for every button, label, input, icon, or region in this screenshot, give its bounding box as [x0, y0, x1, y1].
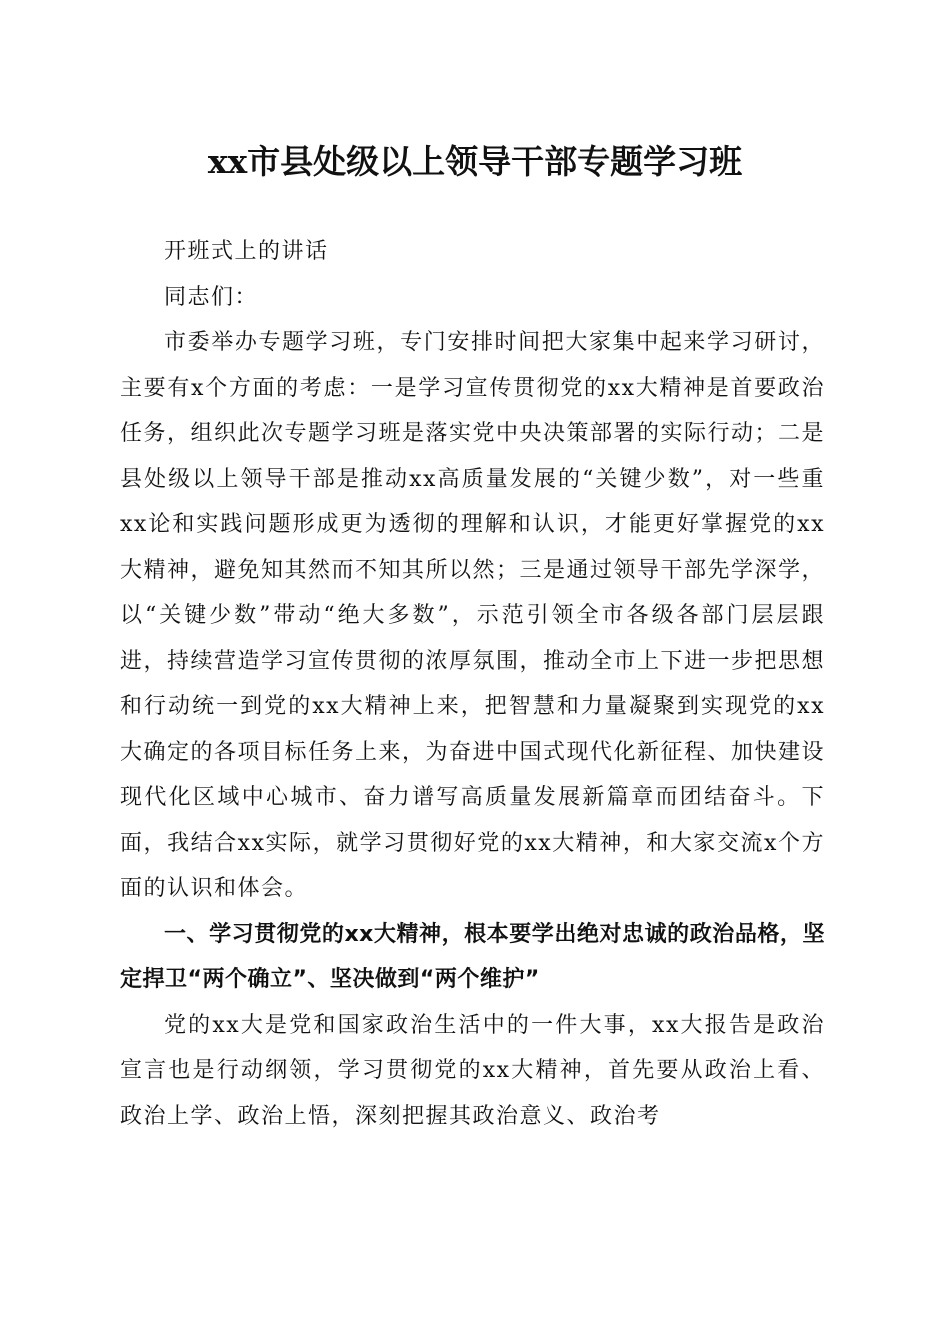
- document-body: [120, 229, 825, 1139]
- salutation: 同志们：: [164, 284, 259, 310]
- paragraph-section-1: 党的xx大是党和国家政治生活中的一件大事，xx大报告是政治宣言也是行动纲领，学习贯彻党的xx大精神，首先要从政治上看、政治上学、政治上悟，深刻把握其政治意义、政治考: [120, 1012, 825, 1129]
- document-title: xx市县处级以上领导干部专题学习班: [207, 142, 743, 181]
- section-heading-1: 一、学习贯彻党的xx大精神，根本要学出绝对忠诚的政治品格，坚定捍卫“两个确立”、坚决做到“两个维护”: [120, 921, 825, 992]
- paragraph-intro: 市委举办专题学习班，专门安排时间把大家集中起来学习研讨，主要有x个方面的考虑：一是学习宣传贯彻党的xx大精神是首要政治任务，组织此次专题学习班是落实党中央决策部署的实际行动；二是县处级以上领导干部是推动xx高质量发展的“关键少数”，对一些重xx论和实践问题形成更为透彻的理解和认识，才能更好掌握党的xx大精神，避免知其然而不知其所以然；三是通过领导干部先学深学，以“关键少数”带动“绝大多数”，示范引领全市各级各部门层层跟进，持续营造学习宣传贯彻的浓厚氛围，推动全市上下进一步把思想和行动统一到党的xx大精神上来，把智慧和力量凝聚到实现党的xx大确定的各项目标任务上来，为奋进中国式现代化新征程、加快建设现代化区域中心城市、奋力谱写高质量发展新篇章而团结奋斗。下面，我结合xx实际，就学习贯彻好党的xx大精神，和大家交流x个方面的认识和体会。: [120, 330, 826, 901]
- speech-subtitle: 开班式上的讲话: [164, 239, 329, 264]
